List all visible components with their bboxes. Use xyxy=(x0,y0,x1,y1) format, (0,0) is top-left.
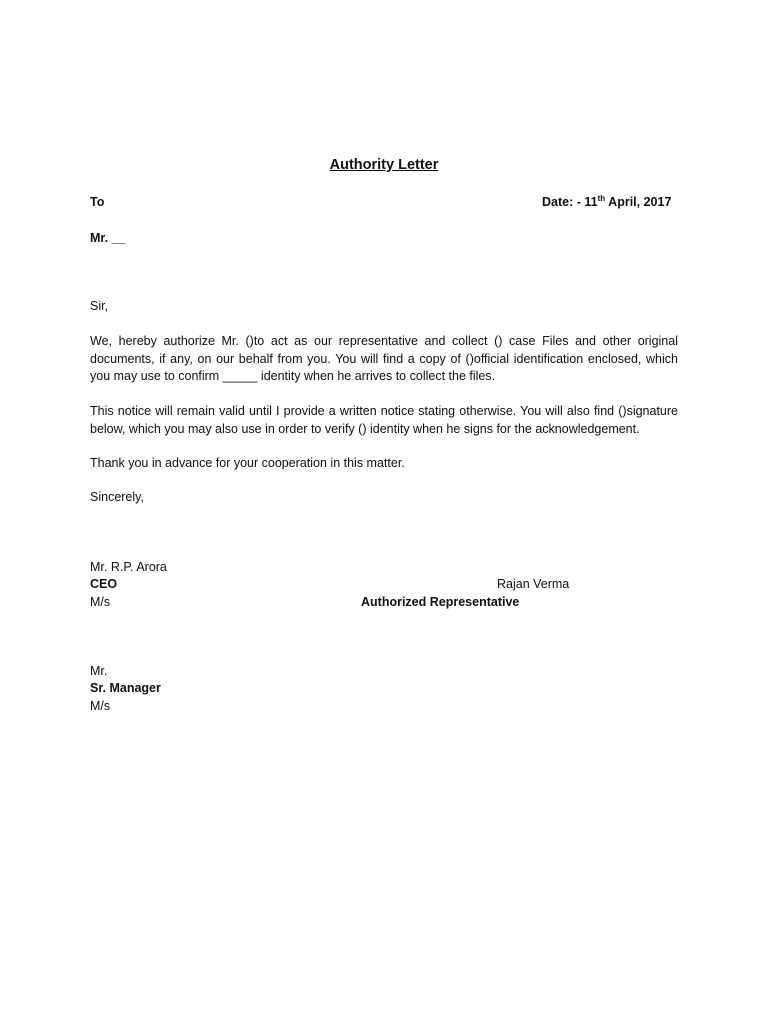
to-label: To xyxy=(90,195,105,209)
paragraph-2-line-2: below, which you may also use in order to verify () identity when he signs for the acknowledgement. xyxy=(90,421,640,436)
paragraph-1-line-3: you may use to confirm _____ identity when he arrives to collect the files. xyxy=(90,369,496,383)
signatory-2-name: Mr. xyxy=(90,664,108,678)
representative-title: Authorized Representative xyxy=(361,595,520,609)
signatory-1-title: CEO xyxy=(90,577,118,591)
body-paragraph-3: Thank you in advance for your cooperation in this matter. xyxy=(90,456,405,470)
date-ordinal: th xyxy=(597,193,606,203)
representative-name: Rajan Verma xyxy=(497,577,570,591)
paragraph-1-line-1: We, hereby authorize Mr. ()to act as our representative and collect () case Files and other original xyxy=(90,334,678,348)
signatory-2-company: M/s xyxy=(90,699,111,713)
signatory-2-title: Sr. Manager xyxy=(90,681,161,695)
paragraph-2-line-1: This notice will remain valid until I provide a written notice stating otherwise. You will also find ()signature xyxy=(90,404,678,418)
date-suffix: April, 2017 xyxy=(605,195,672,209)
letter-title: Authority Letter xyxy=(329,157,439,173)
recipient-name: Mr. __ xyxy=(90,231,126,245)
body-paragraph-1 xyxy=(90,333,678,386)
closing: Sincerely, xyxy=(90,490,144,504)
letter-date xyxy=(542,195,671,209)
salutation: Sir, xyxy=(90,299,109,313)
body-paragraph-2 xyxy=(90,403,678,438)
signatory-1-name: Mr. R.P. Arora xyxy=(90,560,167,574)
paragraph-1-line-2: documents, if any, on our behalf from you. You will find a copy of ()official identification enclosed, which xyxy=(90,351,678,366)
signatory-1-company: M/s xyxy=(90,595,111,609)
date-prefix: Date: - 11 xyxy=(542,195,598,209)
